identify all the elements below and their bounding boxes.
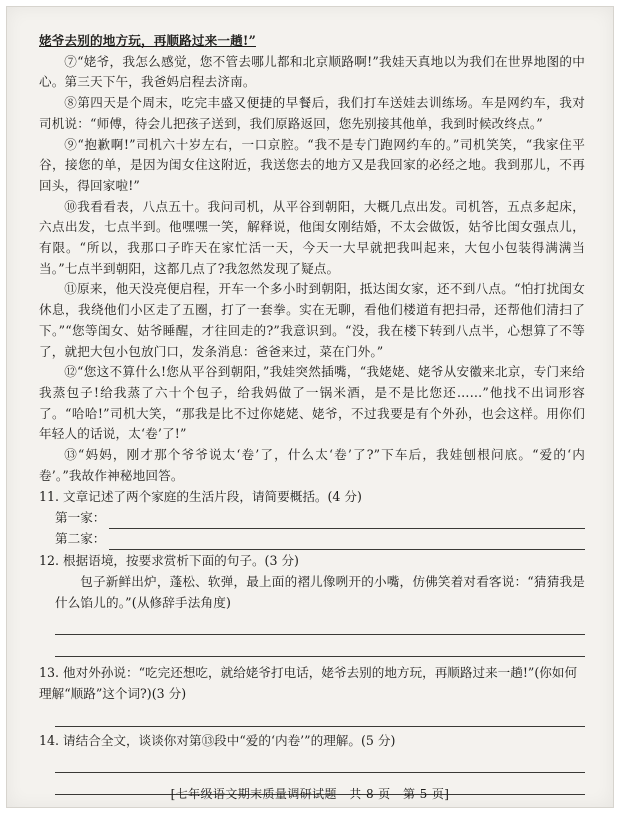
paragraph-12: ⑫“您这不算什么!您从平谷到朝阳，”我娃突然插嘴，“我姥姥、姥爷从安徽来北京，专门来给我蒸包子!给我蒸了六十个包子，给我妈做了一锅米酒，是不是比您还……”他找不出词形容了。“哈哈!”司机大笑，“那我是比不过你姥姥、姥爷，不过我要是有个外孙，也会这样。用你们年轻人的话说，太‘卷’了!”: [39, 364, 585, 442]
q11-family-1-label: 第一家：: [55, 510, 106, 526]
q11-answer-family-1[interactable]: [39, 508, 585, 529]
q12-answer-line-2[interactable]: [55, 635, 585, 657]
answer-line: [109, 515, 585, 529]
q12-quoted-sentence: 包子新鲜出炉，蓬松、软弹，最上面的褶儿像咧开的小嘴，仿佛笑着对看客说：“猜猜我是什么馅儿的。”(从修辞手法角度): [55, 573, 585, 610]
paragraph-7: ⑦“姥爷，我怎么感觉，您不管去哪儿都和北京顺路啊!”我娃天真地以为我们在世界地图的中心。第三天下午，我爸妈启程去济南。: [39, 53, 585, 90]
exam-page: [6, 6, 614, 808]
page-footer: [七年级语文期末质量调研试题 共 8 页 第 5 页]: [170, 787, 450, 801]
passage-top-line: 姥爷去别的地方玩，再顺路过来一趟!”: [39, 33, 256, 48]
q13-answer-line-1[interactable]: [55, 705, 585, 727]
answer-line: [109, 536, 585, 550]
paragraph-10: ⑩我看看表，八点五十。我问司机，从平谷到朝阳，大概几点出发。司机答，五点多起床，六点出发，七点半到。他嘿嘿一笑，解释说，他闺女刚结婚，不太会做饭，姑爷比闺女强点儿，有限。“所以，我那口子昨天在家忙活一天，今天一大早就把我叫起来，大包小包装得满满当当。”七点半到朝阳，这都几点了?我忽然发现了疑点。: [39, 198, 585, 276]
q11-answer-family-2[interactable]: [39, 529, 585, 550]
q12-answer-line-1[interactable]: [55, 613, 585, 635]
paragraph-9: ⑨“抱歉啊!”司机六十岁左右，一口京腔。“我不是专门跑网约车的。”司机笑笑，“我家住平谷，接您的单，是因为闺女住这附近，我送您去的地方又是我回家的必经之地。我到那儿，不再回头，得回家啦!”: [39, 136, 585, 193]
q11-family-2-label: 第二家：: [55, 531, 106, 547]
question-14: 14. 请结合全文，谈谈你对第⑬段中“爱的‘内卷’”的理解。(5 分): [39, 732, 396, 748]
paragraph-11: ⑪原来，他天没亮便启程，开车一个多小时到朝阳，抵达闺女家，还不到八点。“怕打扰闺女休息，我绕他们小区走了五圈，打了一套拳。实在无聊，看他们楼道有把扫帚，还帮他们清扫了下。”“您等闺女、姑爷睡醒，才往回走的?”我意识到。“没，我在楼下转到八点半，心想算了不等了，就把大包小包放门口，发条消息：爸爸来过，菜在门外。”: [39, 281, 585, 359]
paragraph-8: ⑧第四天是个周末，吃完丰盛又便捷的早餐后，我们打车送娃去训练场。车是网约车，我对司机说：“师傅，待会儿把孩子送到，我们原路返回，您先别接其他单，我到时候改终点。”: [39, 95, 585, 131]
q14-answer-line-1[interactable]: [55, 751, 585, 773]
question-12: 12. 根据语境，按要求赏析下面的句子。(3 分): [39, 553, 299, 569]
question-11: 11. 文章记述了两个家庭的生活片段，请简要概括。(4 分): [39, 489, 362, 505]
page-content: [39, 31, 585, 795]
question-13: 13. 他对外孙说：“吃完还想吃，就给姥爷打电话，姥爷去别的地方玩，再顺路过来一趟!”(你如何理解“顺路”这个词?)(3 分): [39, 665, 578, 701]
paragraph-13: ⑬“妈妈，刚才那个爷爷说太‘卷’了，什么太‘卷’了?”下车后，我娃刨根问底。“爱的‘内卷’。”我故作神秘地回答。: [39, 447, 585, 483]
